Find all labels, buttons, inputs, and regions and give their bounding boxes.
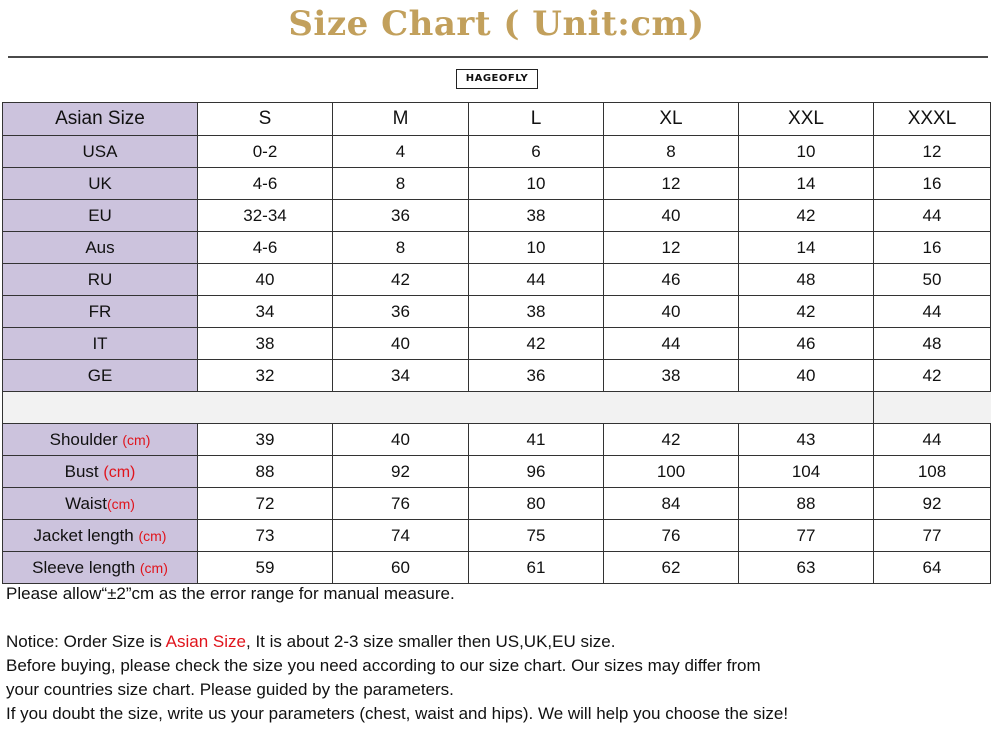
table-cell: 4-6	[198, 168, 333, 200]
table-row	[3, 168, 991, 200]
table-cell: 40	[333, 424, 469, 456]
table-cell: 92	[874, 488, 991, 520]
table-cell: 50	[874, 264, 991, 296]
table-row	[3, 520, 991, 552]
table-cell: 48	[739, 264, 874, 296]
table-cell: 41	[469, 424, 604, 456]
guide-line-3: If you doubt the size, write us your parameters (chest, waist and hips). We will help you choose the size!	[6, 704, 789, 723]
table-cell: 44	[874, 296, 991, 328]
table-header-row	[3, 103, 991, 136]
table-cell: 32	[198, 360, 333, 392]
table-cell: 76	[333, 488, 469, 520]
table-cell: 44	[874, 424, 991, 456]
table-cell: 75	[469, 520, 604, 552]
measure-label: Shoulder	[49, 429, 123, 449]
table-cell: 80	[469, 488, 604, 520]
table-cell: 61	[469, 552, 604, 584]
row-label-cell: FR	[3, 296, 198, 328]
table-cell: 4-6	[198, 232, 333, 264]
notes-gap	[6, 606, 986, 630]
size-header-cell: L	[469, 103, 604, 136]
title-divider	[8, 56, 988, 58]
table-cell: 44	[604, 328, 739, 360]
table-cell: 92	[333, 456, 469, 488]
notice-prefix: Notice: Order Size is	[6, 632, 166, 651]
table-row	[3, 232, 991, 264]
table-cell: 16	[874, 232, 991, 264]
table-cell: 14	[739, 232, 874, 264]
notice-line	[6, 630, 986, 654]
table-cell: 8	[333, 168, 469, 200]
table-row	[3, 488, 991, 520]
table-row	[3, 424, 991, 456]
table-row	[3, 328, 991, 360]
measure-label: Jacket length	[33, 525, 139, 545]
measure-label: Waist	[65, 493, 107, 513]
table-cell: 38	[198, 328, 333, 360]
table-cell: 32-34	[198, 200, 333, 232]
notes	[6, 582, 986, 726]
table-cell: 8	[604, 136, 739, 168]
row-label-cell: Aus	[3, 232, 198, 264]
table-row	[3, 360, 991, 392]
row-label-cell	[3, 488, 198, 520]
table-cell: 62	[604, 552, 739, 584]
guide-line-2: your countries size chart. Please guided by the parameters.	[6, 680, 454, 699]
table-cell: 104	[739, 456, 874, 488]
table-cell: 40	[604, 200, 739, 232]
size-header-cell: XXL	[739, 103, 874, 136]
table-cell: 108	[874, 456, 991, 488]
table-cell: 10	[739, 136, 874, 168]
table-cell: 38	[469, 296, 604, 328]
table-cell: 36	[469, 360, 604, 392]
table-row	[3, 136, 991, 168]
unit-label: (cm)	[139, 559, 168, 576]
table-cell: 100	[604, 456, 739, 488]
table-cell: 40	[604, 296, 739, 328]
table-row	[3, 296, 991, 328]
table-cell: 88	[739, 488, 874, 520]
table-cell: 38	[604, 360, 739, 392]
table-cell: 74	[333, 520, 469, 552]
notice-suffix: , It is about 2-3 size smaller then US,UK,EU size.	[246, 632, 616, 651]
table-cell: 44	[469, 264, 604, 296]
unit-label: (cm)	[138, 527, 167, 544]
table-cell: 12	[604, 168, 739, 200]
table-cell: 6	[469, 136, 604, 168]
unit-label: (cm)	[122, 431, 151, 448]
table-row	[3, 456, 991, 488]
spacer-cell	[3, 392, 874, 424]
table-cell: 34	[198, 296, 333, 328]
unit-label: (cm)	[106, 495, 135, 512]
table-cell: 72	[198, 488, 333, 520]
table-cell: 48	[874, 328, 991, 360]
row-label-cell: USA	[3, 136, 198, 168]
measure-label: Bust	[64, 461, 104, 481]
row-label-cell: IT	[3, 328, 198, 360]
table-cell: 84	[604, 488, 739, 520]
spacer-cell-end	[874, 392, 991, 424]
size-header-cell: S	[198, 103, 333, 136]
table-cell: 59	[198, 552, 333, 584]
table-cell: 64	[874, 552, 991, 584]
brand-logo: HAGEOFLY	[456, 69, 538, 89]
table-cell: 77	[874, 520, 991, 552]
table-cell: 40	[198, 264, 333, 296]
page-title: Size Chart ( Unit:cm)	[288, 4, 705, 44]
table-cell: 34	[333, 360, 469, 392]
table-cell: 36	[333, 200, 469, 232]
row-label-cell	[3, 424, 198, 456]
table-cell: 44	[874, 200, 991, 232]
table-cell: 63	[739, 552, 874, 584]
table-cell: 76	[604, 520, 739, 552]
row-label-cell: GE	[3, 360, 198, 392]
table-cell: 42	[333, 264, 469, 296]
row-label-cell: UK	[3, 168, 198, 200]
table-row	[3, 200, 991, 232]
table-cell: 46	[604, 264, 739, 296]
table-cell: 16	[874, 168, 991, 200]
row-label-cell	[3, 520, 198, 552]
table-row	[3, 552, 991, 584]
table-cell: 36	[333, 296, 469, 328]
unit-label: (cm)	[103, 463, 136, 481]
table-cell: 39	[198, 424, 333, 456]
measure-label: Sleeve length	[32, 557, 140, 577]
table-cell: 46	[739, 328, 874, 360]
table-cell: 10	[469, 232, 604, 264]
guide-line-1: Before buying, please check the size you need according to our size chart. Our sizes may differ from	[6, 656, 761, 675]
table-cell: 0-2	[198, 136, 333, 168]
table-cell: 77	[739, 520, 874, 552]
row-label-cell: RU	[3, 264, 198, 296]
table-cell: 42	[874, 360, 991, 392]
table-cell: 4	[333, 136, 469, 168]
table-cell: 12	[604, 232, 739, 264]
size-header-cell: XL	[604, 103, 739, 136]
table-cell: 73	[198, 520, 333, 552]
notice-asian-size: Asian Size	[165, 632, 246, 651]
table-cell: 40	[333, 328, 469, 360]
table-cell: 42	[469, 328, 604, 360]
row-label-cell	[3, 456, 198, 488]
error-range-note: Please allow“±2”cm as the error range for manual measure.	[6, 584, 455, 603]
table-cell: 14	[739, 168, 874, 200]
table-row	[3, 264, 991, 296]
table-cell: 96	[469, 456, 604, 488]
table-cell: 12	[874, 136, 991, 168]
table-cell: 10	[469, 168, 604, 200]
size-header-cell: XXXL	[874, 103, 991, 136]
table-cell: 40	[739, 360, 874, 392]
table-cell: 88	[198, 456, 333, 488]
table-cell: 43	[739, 424, 874, 456]
table-cell: 42	[604, 424, 739, 456]
corner-cell: Asian Size	[3, 103, 198, 136]
row-label-cell	[3, 552, 198, 584]
table-cell: 42	[739, 296, 874, 328]
size-header-cell: M	[333, 103, 469, 136]
table-spacer-row	[3, 392, 991, 424]
row-label-cell: EU	[3, 200, 198, 232]
table-cell: 8	[333, 232, 469, 264]
table-cell: 60	[333, 552, 469, 584]
table-cell: 38	[469, 200, 604, 232]
table-cell: 42	[739, 200, 874, 232]
size-chart-table	[2, 102, 991, 584]
